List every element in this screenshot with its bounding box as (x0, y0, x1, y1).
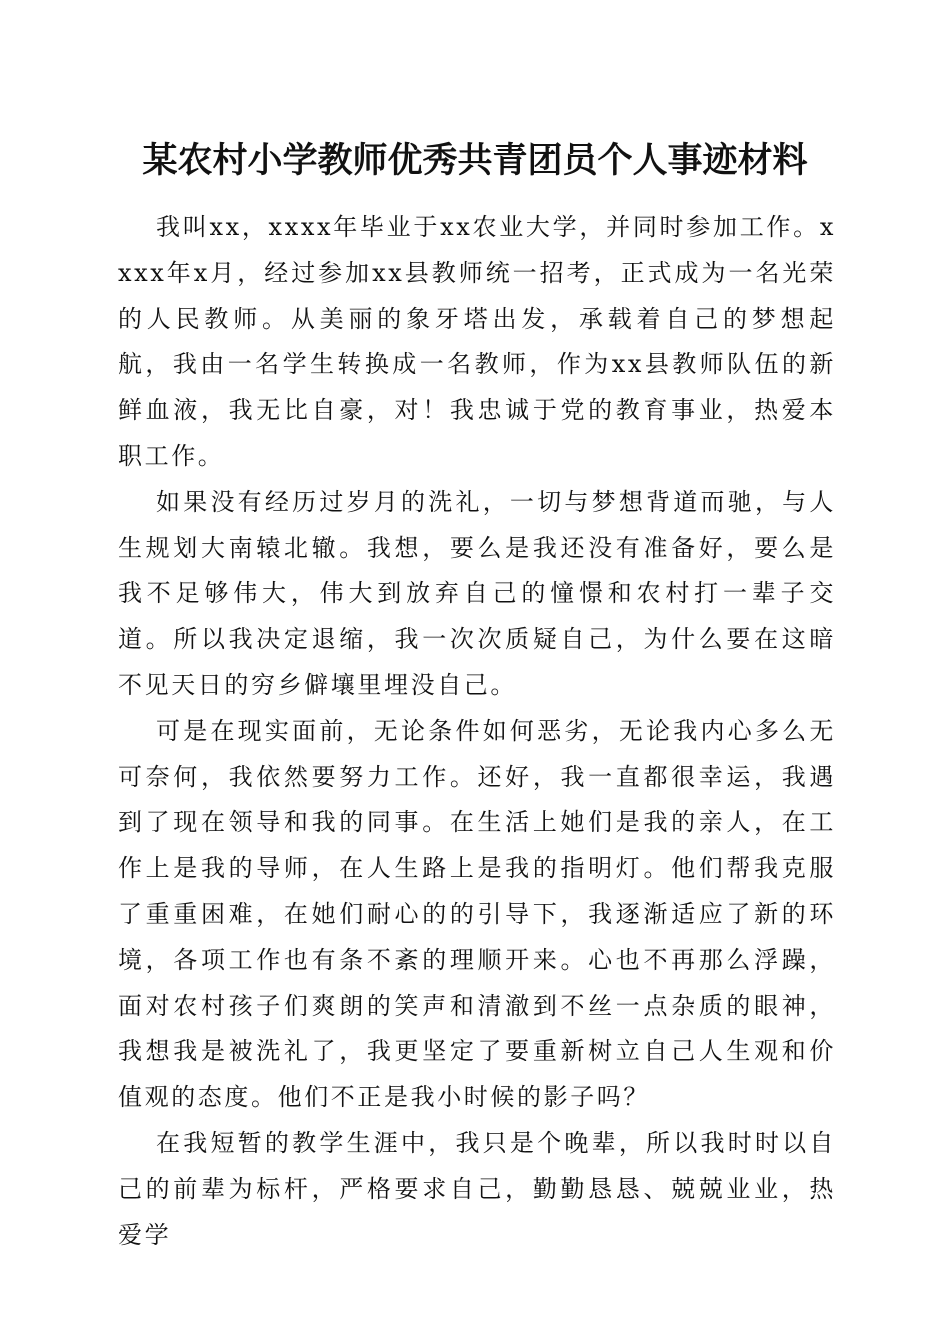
paragraph-4: 在我短暂的教学生涯中，我只是个晚辈，所以我时时以自己的前辈为标杆，严格要求自己，勤勤恳恳、兢兢业业，热爱学 (118, 1128, 836, 1249)
document-body (118, 205, 836, 1258)
paragraph-1: 我叫xx，xxxx年毕业于xx农业大学，并同时参加工作。xxxx年x月，经过参加xx县教师统一招考，正式成为一名光荣的人民教师。从美丽的象牙塔出发，承载着自己的梦想起航，我由一名学生转换成一名教师，作为xx县教师队伍的新鲜血液，我无比自豪，对！我忠诚于党的教育事业，热爱本职工作。 (118, 213, 836, 470)
document-title: 某农村小学教师优秀共青团员个人事迹材料 (142, 140, 808, 181)
paragraph-3: 可是在现实面前，无论条件如何恶劣，无论我内心多么无可奈何，我依然要努力工作。还好，我一直都很幸运，我遇到了现在领导和我的同事。在生活上她们是我的亲人，在工作上是我的导师，在人生路上是我的指明灯。他们帮我克服了重重困难，在她们耐心的的引导下，我逐渐适应了新的环境，各项工作也有条不紊的理顺开来。心也不再那么浮躁，面对农村孩子们爽朗的笑声和清澈到不丝一点杂质的眼神，我想我是被洗礼了，我更坚定了要重新树立自己人生观和价值观的态度。他们不正是我小时候的影子吗？ (118, 716, 836, 1112)
paragraph-2: 如果没有经历过岁月的洗礼，一切与梦想背道而驰，与人生规划大南辕北辙。我想，要么是我还没有准备好，要么是我不足够伟大，伟大到放弃自己的憧憬和农村打一辈子交道。所以我决定退缩，我一次次质疑自己，为什么要在这暗不见天日的穷乡僻壤里埋没自己。 (118, 487, 836, 699)
